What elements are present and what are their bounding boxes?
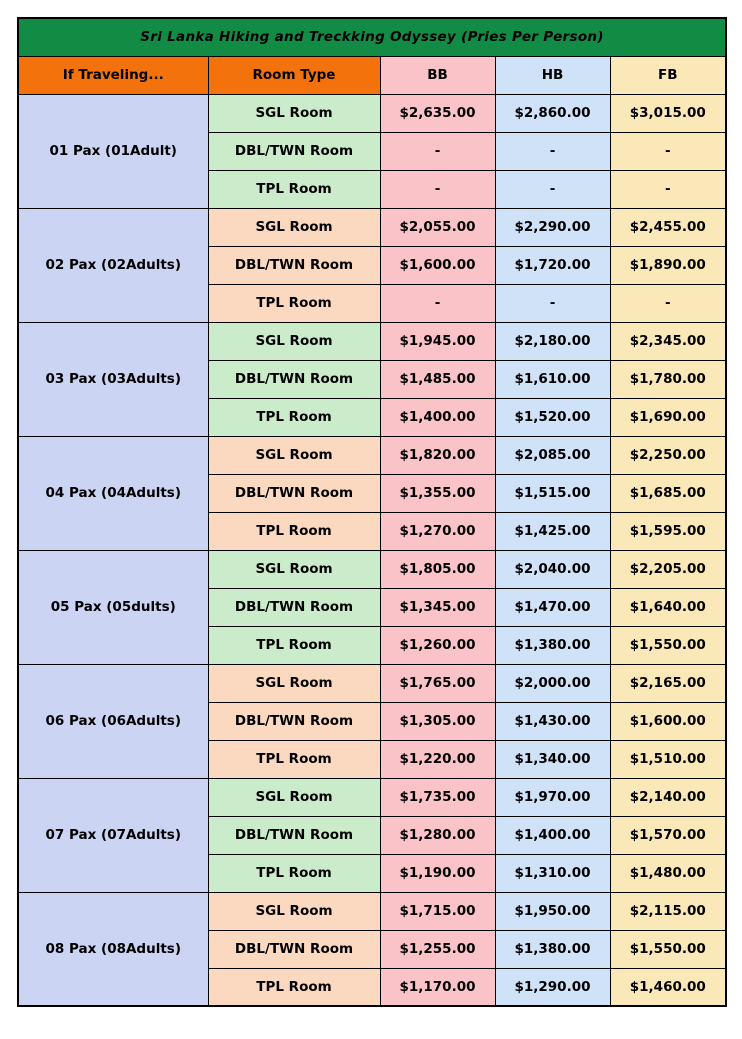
pax-group-label: 07 Pax (07Adults) <box>18 778 208 892</box>
price-cell-fb: - <box>610 132 726 170</box>
price-cell-bb: $1,820.00 <box>380 436 495 474</box>
table-row <box>18 94 726 132</box>
price-cell-hb: $2,040.00 <box>495 550 610 588</box>
price-cell-fb: $1,595.00 <box>610 512 726 550</box>
price-cell-bb: - <box>380 132 495 170</box>
column-header-pax: If Traveling... <box>18 56 208 94</box>
room-type-cell: TPL Room <box>208 284 380 322</box>
price-cell-hb: $1,290.00 <box>495 968 610 1006</box>
price-cell-hb: $1,400.00 <box>495 816 610 854</box>
column-header-bb: BB <box>380 56 495 94</box>
price-cell-hb: $2,180.00 <box>495 322 610 360</box>
price-cell-fb: $3,015.00 <box>610 94 726 132</box>
price-cell-hb: $2,290.00 <box>495 208 610 246</box>
room-type-cell: SGL Room <box>208 778 380 816</box>
price-cell-hb: $1,380.00 <box>495 930 610 968</box>
price-cell-bb: $1,735.00 <box>380 778 495 816</box>
price-cell-fb: $2,345.00 <box>610 322 726 360</box>
pax-group-label: 06 Pax (06Adults) <box>18 664 208 778</box>
price-cell-hb: $2,085.00 <box>495 436 610 474</box>
table-row <box>18 436 726 474</box>
price-cell-hb: $1,970.00 <box>495 778 610 816</box>
price-cell-fb: $1,780.00 <box>610 360 726 398</box>
price-cell-fb: $1,460.00 <box>610 968 726 1006</box>
price-cell-hb: $1,310.00 <box>495 854 610 892</box>
price-cell-fb: $1,685.00 <box>610 474 726 512</box>
price-cell-bb: $1,220.00 <box>380 740 495 778</box>
table-row <box>18 322 726 360</box>
price-cell-fb: $1,600.00 <box>610 702 726 740</box>
table-row <box>18 664 726 702</box>
price-cell-fb: - <box>610 284 726 322</box>
price-cell-bb: $1,945.00 <box>380 322 495 360</box>
price-cell-bb: $1,305.00 <box>380 702 495 740</box>
room-type-cell: DBL/TWN Room <box>208 816 380 854</box>
room-type-cell: DBL/TWN Room <box>208 360 380 398</box>
price-cell-hb: $2,000.00 <box>495 664 610 702</box>
price-cell-fb: $1,890.00 <box>610 246 726 284</box>
room-type-cell: TPL Room <box>208 968 380 1006</box>
room-type-cell: TPL Room <box>208 740 380 778</box>
header-row <box>18 56 726 94</box>
price-cell-bb: $1,715.00 <box>380 892 495 930</box>
room-type-cell: DBL/TWN Room <box>208 132 380 170</box>
price-cell-hb: $1,425.00 <box>495 512 610 550</box>
price-cell-hb: $1,340.00 <box>495 740 610 778</box>
price-cell-bb: - <box>380 284 495 322</box>
room-type-cell: DBL/TWN Room <box>208 702 380 740</box>
column-header-hb: HB <box>495 56 610 94</box>
price-cell-fb: $2,205.00 <box>610 550 726 588</box>
price-cell-fb: $1,510.00 <box>610 740 726 778</box>
price-cell-bb: $1,255.00 <box>380 930 495 968</box>
price-cell-hb: $1,380.00 <box>495 626 610 664</box>
price-cell-hb: $2,860.00 <box>495 94 610 132</box>
price-cell-bb: $1,270.00 <box>380 512 495 550</box>
price-cell-hb: - <box>495 170 610 208</box>
column-header-room: Room Type <box>208 56 380 94</box>
room-type-cell: TPL Room <box>208 398 380 436</box>
price-cell-bb: $1,355.00 <box>380 474 495 512</box>
title-row <box>18 18 726 56</box>
price-cell-hb: $1,720.00 <box>495 246 610 284</box>
price-cell-fb: - <box>610 170 726 208</box>
price-cell-bb: $1,260.00 <box>380 626 495 664</box>
room-type-cell: DBL/TWN Room <box>208 930 380 968</box>
price-cell-bb: $1,170.00 <box>380 968 495 1006</box>
price-cell-bb: $1,805.00 <box>380 550 495 588</box>
price-cell-fb: $1,640.00 <box>610 588 726 626</box>
price-cell-bb: - <box>380 170 495 208</box>
price-cell-hb: - <box>495 284 610 322</box>
price-cell-fb: $2,115.00 <box>610 892 726 930</box>
pricing-table <box>17 17 727 1007</box>
price-cell-bb: $1,600.00 <box>380 246 495 284</box>
room-type-cell: SGL Room <box>208 208 380 246</box>
room-type-cell: SGL Room <box>208 322 380 360</box>
table-row <box>18 208 726 246</box>
price-cell-hb: $1,470.00 <box>495 588 610 626</box>
page-title: Sri Lanka Hiking and Treckking Odyssey (Pries Per Person) <box>18 18 726 56</box>
price-cell-fb: $1,550.00 <box>610 930 726 968</box>
room-type-cell: SGL Room <box>208 94 380 132</box>
pax-group-label: 04 Pax (04Adults) <box>18 436 208 550</box>
room-type-cell: TPL Room <box>208 170 380 208</box>
column-header-fb: FB <box>610 56 726 94</box>
price-cell-hb: $1,950.00 <box>495 892 610 930</box>
price-cell-bb: $2,635.00 <box>380 94 495 132</box>
price-cell-fb: $2,140.00 <box>610 778 726 816</box>
table-body <box>18 18 726 1006</box>
room-type-cell: DBL/TWN Room <box>208 246 380 284</box>
pax-group-label: 05 Pax (05dults) <box>18 550 208 664</box>
table-row <box>18 892 726 930</box>
room-type-cell: DBL/TWN Room <box>208 474 380 512</box>
room-type-cell: TPL Room <box>208 512 380 550</box>
price-cell-bb: $1,345.00 <box>380 588 495 626</box>
room-type-cell: TPL Room <box>208 854 380 892</box>
room-type-cell: SGL Room <box>208 550 380 588</box>
pax-group-label: 08 Pax (08Adults) <box>18 892 208 1006</box>
price-cell-hb: $1,430.00 <box>495 702 610 740</box>
price-cell-fb: $2,165.00 <box>610 664 726 702</box>
price-cell-fb: $1,550.00 <box>610 626 726 664</box>
table-row <box>18 778 726 816</box>
price-cell-bb: $1,485.00 <box>380 360 495 398</box>
price-cell-hb: $1,520.00 <box>495 398 610 436</box>
room-type-cell: SGL Room <box>208 436 380 474</box>
price-cell-bb: $1,400.00 <box>380 398 495 436</box>
price-cell-hb: - <box>495 132 610 170</box>
room-type-cell: SGL Room <box>208 892 380 930</box>
room-type-cell: SGL Room <box>208 664 380 702</box>
pax-group-label: 01 Pax (01Adult) <box>18 94 208 208</box>
price-cell-fb: $1,480.00 <box>610 854 726 892</box>
table-row <box>18 550 726 588</box>
price-cell-fb: $2,250.00 <box>610 436 726 474</box>
price-cell-hb: $1,515.00 <box>495 474 610 512</box>
room-type-cell: TPL Room <box>208 626 380 664</box>
price-cell-bb: $1,765.00 <box>380 664 495 702</box>
price-cell-fb: $1,570.00 <box>610 816 726 854</box>
price-cell-fb: $1,690.00 <box>610 398 726 436</box>
pax-group-label: 02 Pax (02Adults) <box>18 208 208 322</box>
price-cell-bb: $2,055.00 <box>380 208 495 246</box>
room-type-cell: DBL/TWN Room <box>208 588 380 626</box>
price-cell-bb: $1,190.00 <box>380 854 495 892</box>
pax-group-label: 03 Pax (03Adults) <box>18 322 208 436</box>
price-cell-fb: $2,455.00 <box>610 208 726 246</box>
price-cell-hb: $1,610.00 <box>495 360 610 398</box>
price-cell-bb: $1,280.00 <box>380 816 495 854</box>
